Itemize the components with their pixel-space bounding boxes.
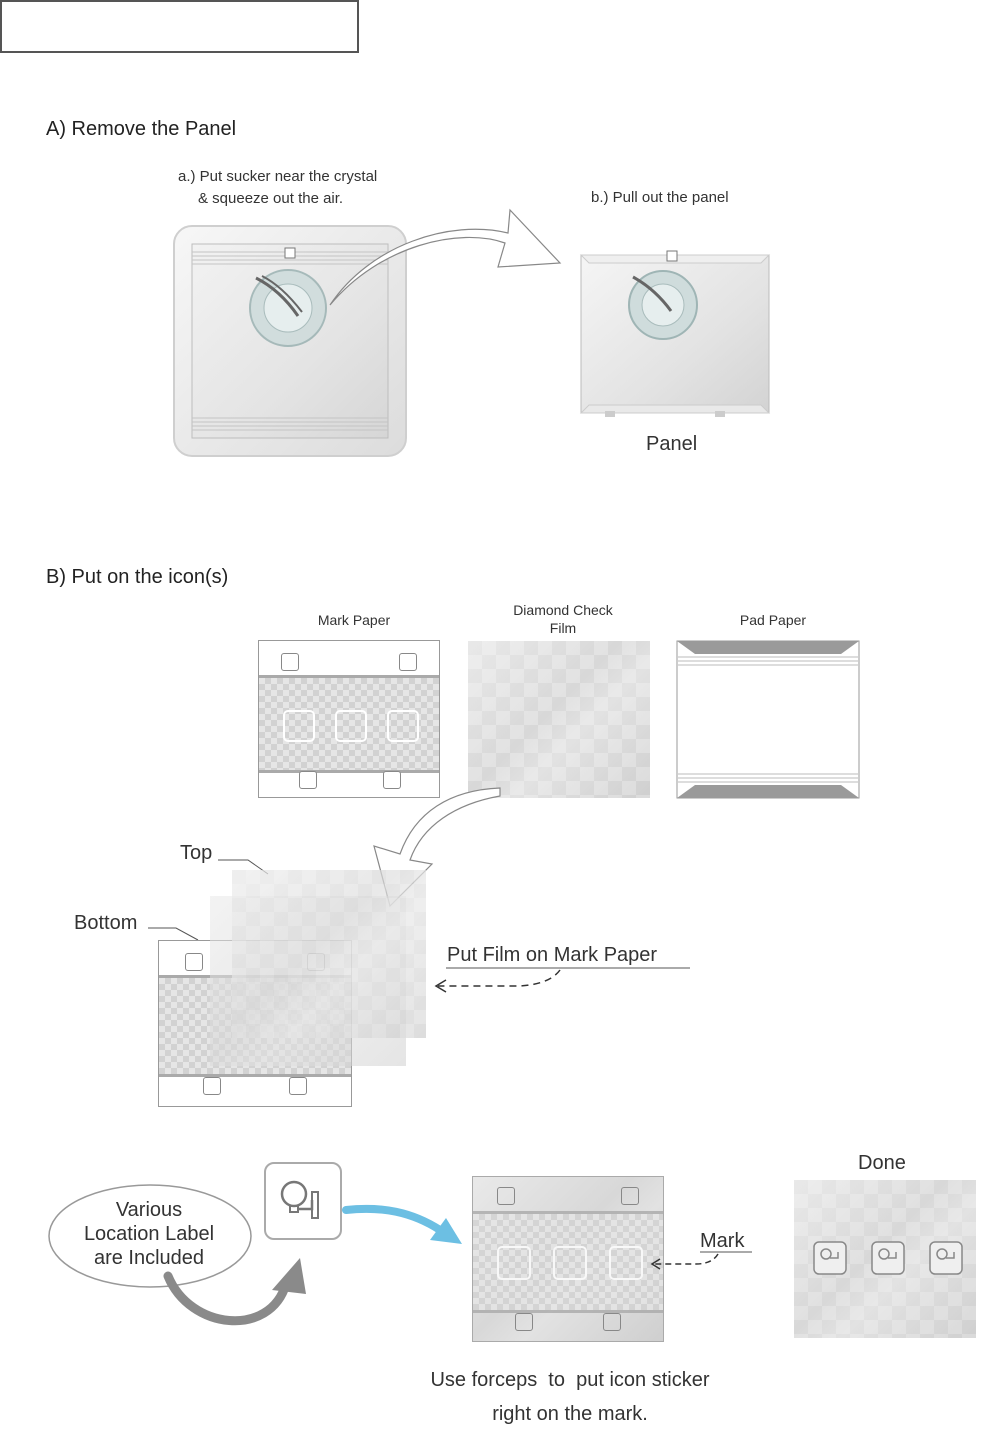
mark-square	[289, 1077, 307, 1095]
diamond-check-film	[468, 641, 650, 798]
icon-mark	[609, 1246, 643, 1280]
put-film-pointer	[430, 966, 694, 996]
header-box	[0, 0, 359, 53]
gray-curved-arrow	[160, 1250, 320, 1340]
done-label: Done	[858, 1152, 906, 1174]
top-film-layer	[232, 870, 426, 1038]
mark-square	[603, 1313, 621, 1331]
icon-mark	[497, 1246, 531, 1280]
icon-mark	[553, 1246, 587, 1280]
mark-square	[299, 771, 317, 789]
mark-paper-label: Mark Paper	[317, 612, 391, 628]
pad-paper	[676, 640, 860, 800]
mark-square	[621, 1187, 639, 1205]
placed-icons	[808, 1240, 968, 1280]
step-b-caption: b.) Pull out the panel	[591, 189, 729, 206]
pull-out-arrow	[320, 205, 570, 315]
film-label-line2: Film	[549, 620, 577, 636]
removed-panel-illustration	[575, 245, 775, 420]
top-label: Top	[180, 842, 213, 864]
step-a-caption-line2: & squeeze out the air.	[198, 190, 344, 207]
wall-lamp-icon	[266, 1164, 340, 1238]
mark-pointer	[646, 1250, 756, 1276]
mark-square	[185, 953, 203, 971]
mark-paper-pattern	[259, 675, 439, 773]
step-a-caption-line1: a.) Put sucker near the crystal	[178, 168, 378, 185]
mark-square	[203, 1077, 221, 1095]
section-b-heading: B) Put on the icon(s)	[46, 566, 229, 588]
mark-square	[515, 1313, 533, 1331]
film-on-mark-paper	[472, 1176, 664, 1342]
panel-label: Panel	[646, 433, 698, 455]
done-panel	[794, 1180, 976, 1338]
bubble-line3: are Included	[93, 1247, 205, 1269]
bubble-line2: Location Label	[83, 1223, 215, 1245]
icon-sticker	[264, 1162, 342, 1240]
film-label-line1: Diamond Check	[513, 602, 613, 618]
instruction-line2: right on the mark.	[492, 1403, 648, 1425]
bubble-line1: Various	[115, 1199, 183, 1221]
instruction-text	[400, 1363, 740, 1431]
mark-square	[281, 653, 299, 671]
mark-square	[497, 1187, 515, 1205]
instruction-line1: Use forceps to put icon sticker	[430, 1369, 710, 1391]
mark-square	[399, 653, 417, 671]
put-film-label: Put Film on Mark Paper	[447, 944, 658, 966]
section-a-heading: A) Remove the Panel	[46, 118, 237, 140]
bottom-label: Bottom	[74, 912, 138, 934]
blue-arrow	[342, 1196, 474, 1250]
pad-paper-label: Pad Paper	[739, 612, 807, 628]
mark-paper	[258, 640, 440, 798]
mark-label: Mark	[700, 1230, 745, 1252]
